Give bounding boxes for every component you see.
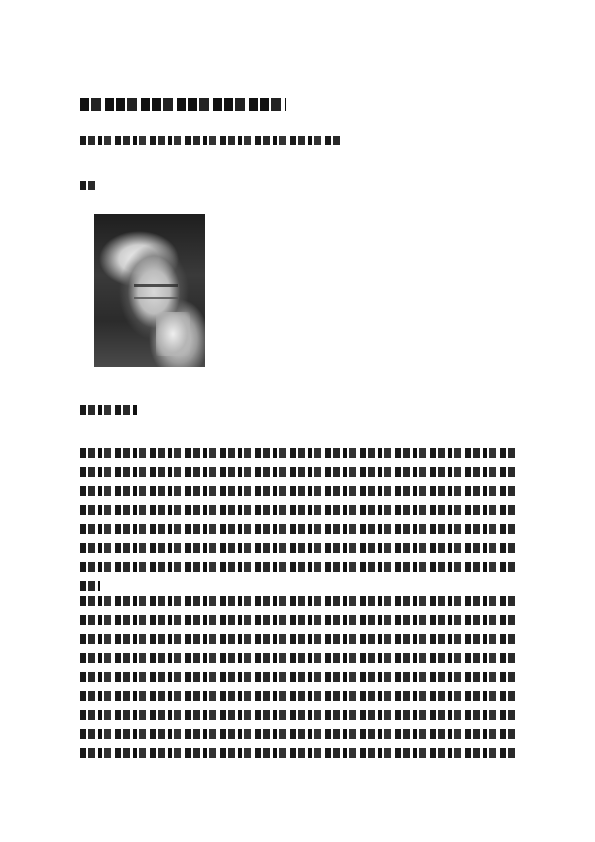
paragraph-line <box>80 672 517 682</box>
paragraph-line <box>80 448 517 458</box>
paragraph-line <box>80 634 517 644</box>
paragraph-line <box>80 653 517 663</box>
paragraph-line <box>80 748 517 758</box>
paragraph-line <box>80 467 517 477</box>
paragraph-line <box>80 729 517 739</box>
paragraph-line <box>80 505 517 515</box>
glasses-detail <box>134 284 178 299</box>
paragraph-line <box>80 596 517 606</box>
paragraph-line <box>80 691 517 701</box>
portrait-photo <box>94 214 205 367</box>
hand-detail <box>156 312 190 356</box>
paragraph-line <box>80 486 517 496</box>
paragraph-line <box>80 543 517 553</box>
paragraph-line <box>80 562 517 572</box>
paragraph-line <box>80 524 517 534</box>
document-author <box>80 181 96 190</box>
paragraph-line <box>80 615 517 625</box>
paragraph-line <box>80 710 517 720</box>
section-heading <box>80 405 138 415</box>
document-subtitle <box>80 136 342 145</box>
paragraph-line <box>80 581 100 591</box>
document-title <box>80 98 286 111</box>
